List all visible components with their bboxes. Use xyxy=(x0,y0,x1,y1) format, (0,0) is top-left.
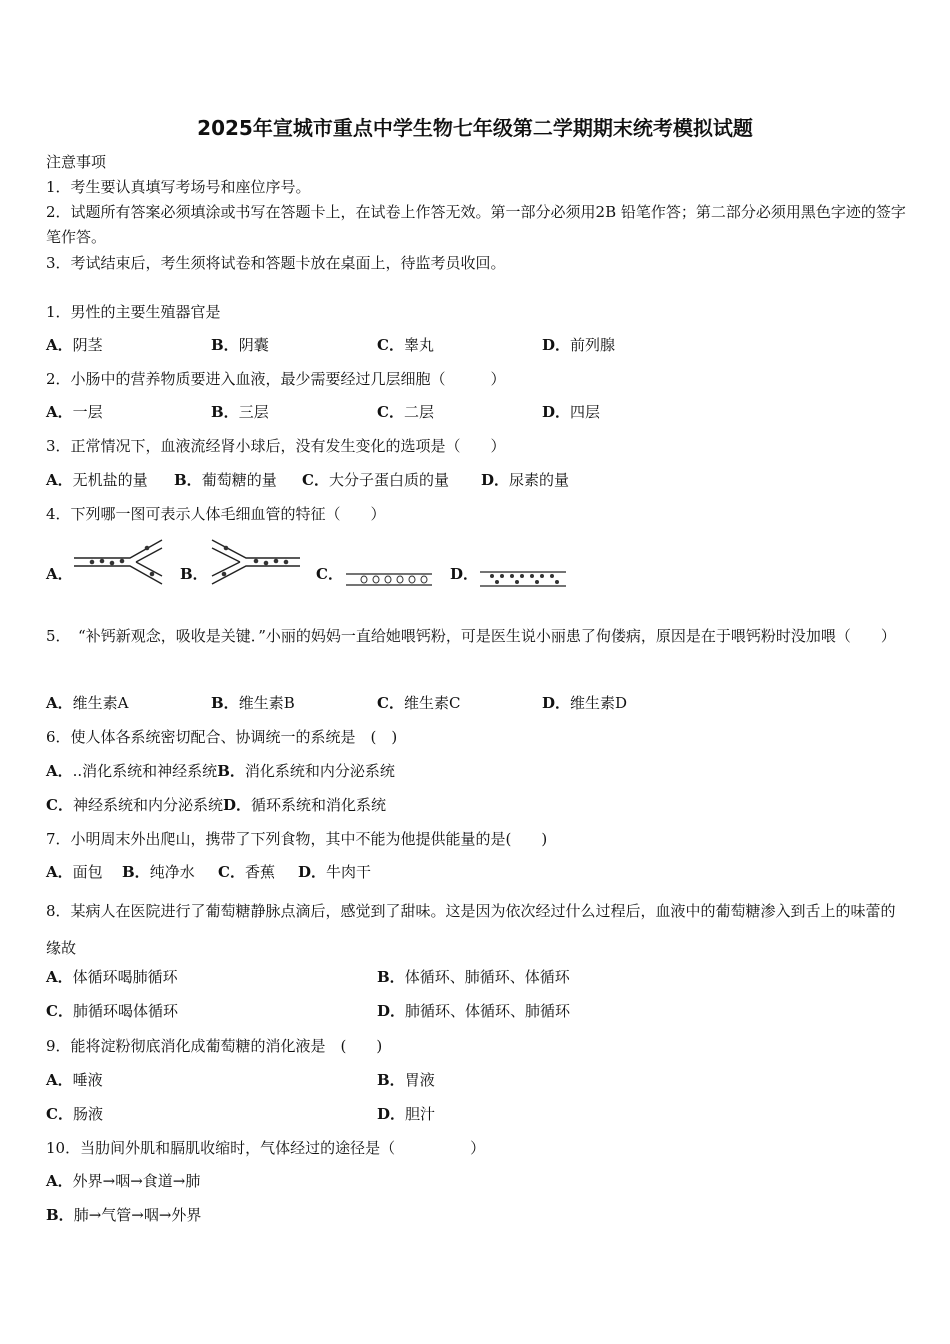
question-3-stem: 3．正常情况下，血液流经肾小球后，没有发生变化的选项是（ ） xyxy=(46,437,506,455)
option-a-label[interactable]: A． xyxy=(46,565,73,583)
option-b[interactable]: B．维生素B xyxy=(211,694,295,712)
option-a[interactable]: A．唾液 xyxy=(46,1071,103,1089)
option-a[interactable]: A．外界→咽→食道→肺 xyxy=(46,1172,201,1190)
option-c[interactable]: C．二层 xyxy=(377,403,434,421)
option-b[interactable]: B．体循环、肺循环、体循环 xyxy=(377,968,570,986)
capillary-figure-c[interactable] xyxy=(342,538,438,588)
option-a[interactable]: A．一层 xyxy=(46,403,103,421)
capillary-figure-b[interactable] xyxy=(206,538,302,588)
option-a[interactable]: A．面包 xyxy=(46,863,103,881)
option-b[interactable]: B．胃液 xyxy=(377,1071,435,1089)
option-d-label[interactable]: D． xyxy=(450,565,479,583)
option-d[interactable]: D．维生素D xyxy=(542,694,628,712)
notice-item: 3．考试结束后，考生须将试卷和答题卡放在桌面上，待监考员收回。 xyxy=(46,254,506,272)
option-c[interactable]: C．肺循环喝体循环 xyxy=(46,1002,178,1020)
option-c[interactable]: C．肠液 xyxy=(46,1105,103,1123)
option-a[interactable]: A．维生素A xyxy=(46,694,129,712)
option-d[interactable]: D．尿素的量 xyxy=(481,471,570,489)
capillary-figure-a[interactable] xyxy=(72,538,168,588)
option-b[interactable]: B．葡萄糖的量 xyxy=(174,471,277,489)
page-title: 2025年宣城市重点中学生物七年级第二学期期末统考模拟试题 xyxy=(197,116,753,140)
notice-item: 2．试题所有答案必须填涂或书写在答题卡上，在试卷上作答无效。第一部分必须用2B 铅笔作答；第二部分必须用黑色字迹的签字笔作答。 xyxy=(46,203,906,246)
option-c[interactable]: C．大分子蛋白质的量 xyxy=(302,471,449,489)
option-c[interactable]: C．香蕉 xyxy=(218,863,275,881)
option-d[interactable]: D．牛肉干 xyxy=(298,863,372,881)
option-a[interactable]: A．体循环喝肺循环 xyxy=(46,968,178,986)
notice-heading: 注意事项 xyxy=(46,153,107,171)
option-b-label[interactable]: B． xyxy=(180,565,208,583)
option-d[interactable]: D．前列腺 xyxy=(542,336,616,354)
question-8-stem: 8．某病人在医院进行了葡萄糖静脉点滴后，感觉到了甜味。这是因为依次经过什么过程后，血液中的葡萄糖渗入到舌上的味蕾的缘故 xyxy=(46,902,896,957)
question-5-stem: 5． “补钙新观念，吸收是关键．”小丽的妈妈一直给她喂钙粉，可是医生说小丽患了佝偻病，原因是在于喂钙粉时没加喂（ ） xyxy=(46,627,896,645)
notice-item: 1．考生要认真填写考场号和座位序号。 xyxy=(46,178,311,196)
question-9-stem: 9．能将淀粉彻底消化成葡萄糖的消化液是 ( ) xyxy=(46,1037,383,1055)
option-b[interactable]: B．三层 xyxy=(211,403,269,421)
option-c[interactable]: C．维生素C xyxy=(377,694,461,712)
question-6-stem: 6．使人体各系统密切配合、协调统一的系统是 ( ) xyxy=(46,728,398,746)
option-c-label[interactable]: C． xyxy=(316,565,343,583)
question-1-stem: 1．男性的主要生殖器官是 xyxy=(46,303,221,321)
option-c[interactable]: C．神经系统和内分泌系统D．循环系统和消化系统 xyxy=(46,796,386,814)
option-b[interactable]: B．纯净水 xyxy=(122,863,195,881)
question-10-stem: 10．当肋间外肌和膈肌收缩时，气体经过的途径是（ ） xyxy=(46,1139,486,1157)
question-4-figure-options xyxy=(46,538,606,588)
option-a[interactable]: A．无机盐的量 xyxy=(46,471,148,489)
option-a[interactable]: A．..消化系统和神经系统B．消化系统和内分泌系统 xyxy=(46,762,395,780)
capillary-figure-d[interactable] xyxy=(476,538,572,588)
option-b[interactable]: B．阴囊 xyxy=(211,336,269,354)
option-d[interactable]: D．四层 xyxy=(542,403,601,421)
question-4-stem: 4．下列哪一图可表示人体毛细血管的特征（ ） xyxy=(46,505,386,523)
question-7-stem: 7．小明周末外出爬山，携带了下列食物，其中不能为他提供能量的是( ) xyxy=(46,830,548,848)
option-a[interactable]: A．阴茎 xyxy=(46,336,103,354)
option-d[interactable]: D．肺循环、体循环、肺循环 xyxy=(377,1002,571,1020)
question-2-stem: 2．小肠中的营养物质要进入血液，最少需要经过几层细胞（ ） xyxy=(46,370,506,388)
option-b[interactable]: B．肺→气管→咽→外界 xyxy=(46,1206,202,1224)
option-d[interactable]: D．胆汁 xyxy=(377,1105,436,1123)
option-c[interactable]: C．睾丸 xyxy=(377,336,434,354)
